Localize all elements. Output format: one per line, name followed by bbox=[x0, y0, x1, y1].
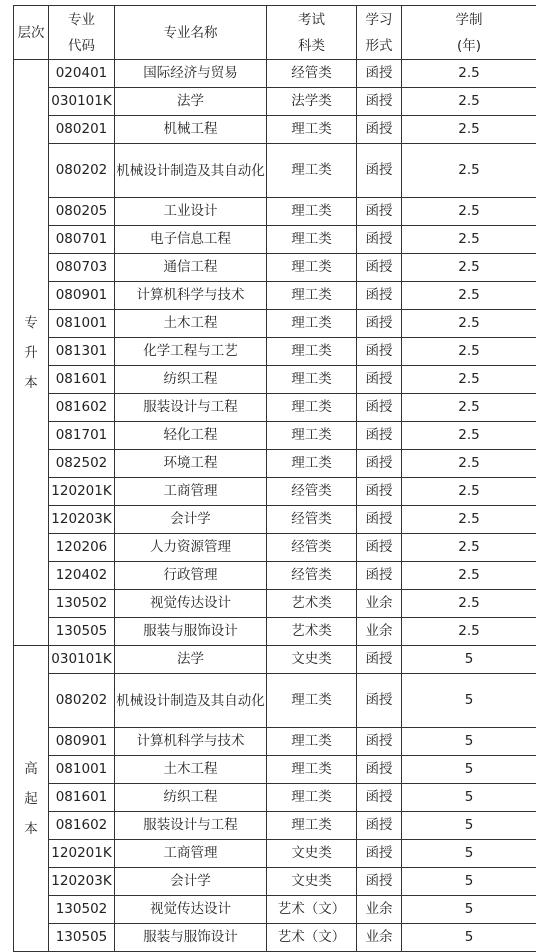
majors-table bbox=[13, 5, 536, 952]
form-cell: 函授 bbox=[357, 282, 402, 310]
form-cell: 函授 bbox=[357, 450, 402, 478]
exam-cell: 理工类 bbox=[267, 144, 357, 198]
name-cell: 工商管理 bbox=[115, 840, 267, 868]
form-cell: 函授 bbox=[357, 840, 402, 868]
name-cell: 行政管理 bbox=[115, 562, 267, 590]
header-exam-line1: 考试 bbox=[267, 7, 356, 33]
name-cell: 环境工程 bbox=[115, 450, 267, 478]
code-cell: 081601 bbox=[49, 366, 115, 394]
form-cell: 函授 bbox=[357, 116, 402, 144]
level-cell bbox=[14, 60, 49, 646]
name-cell: 法学 bbox=[115, 646, 267, 674]
code-cell: 120201K bbox=[49, 478, 115, 506]
name-cell: 服装与服饰设计 bbox=[115, 618, 267, 646]
table-row bbox=[14, 896, 536, 924]
code-cell: 120206 bbox=[49, 534, 115, 562]
years-cell: 5 bbox=[402, 756, 536, 784]
years-cell: 5 bbox=[402, 840, 536, 868]
years-cell: 2.5 bbox=[402, 60, 536, 88]
table-row bbox=[14, 924, 536, 952]
name-cell: 会计学 bbox=[115, 506, 267, 534]
code-cell: 081001 bbox=[49, 310, 115, 338]
years-cell: 2.5 bbox=[402, 116, 536, 144]
years-cell: 2.5 bbox=[402, 478, 536, 506]
table-row bbox=[14, 254, 536, 282]
exam-cell: 理工类 bbox=[267, 756, 357, 784]
exam-cell: 经管类 bbox=[267, 534, 357, 562]
table-row bbox=[14, 422, 536, 450]
table-row bbox=[14, 226, 536, 254]
table-row bbox=[14, 450, 536, 478]
years-cell: 2.5 bbox=[402, 366, 536, 394]
header-years-line1: 学制 bbox=[402, 7, 536, 33]
table-row bbox=[14, 88, 536, 116]
exam-cell: 艺术类 bbox=[267, 618, 357, 646]
exam-cell: 经管类 bbox=[267, 60, 357, 88]
form-cell: 函授 bbox=[357, 88, 402, 116]
exam-cell: 艺术（文） bbox=[267, 896, 357, 924]
table-row bbox=[14, 562, 536, 590]
table-row bbox=[14, 840, 536, 868]
name-cell: 纺织工程 bbox=[115, 784, 267, 812]
table-row bbox=[14, 618, 536, 646]
form-cell: 函授 bbox=[357, 756, 402, 784]
table-row bbox=[14, 338, 536, 366]
header-row bbox=[14, 6, 536, 60]
name-cell: 工业设计 bbox=[115, 198, 267, 226]
name-cell: 土木工程 bbox=[115, 756, 267, 784]
code-cell: 080901 bbox=[49, 728, 115, 756]
header-exam bbox=[267, 6, 357, 60]
name-cell: 电子信息工程 bbox=[115, 226, 267, 254]
name-cell: 服装设计与工程 bbox=[115, 394, 267, 422]
table-row bbox=[14, 506, 536, 534]
table-row bbox=[14, 144, 536, 198]
form-cell: 函授 bbox=[357, 506, 402, 534]
header-code-line2: 代码 bbox=[49, 33, 114, 59]
code-cell: 081602 bbox=[49, 394, 115, 422]
name-cell: 人力资源管理 bbox=[115, 534, 267, 562]
level-char: 本 bbox=[14, 368, 48, 398]
form-cell: 函授 bbox=[357, 422, 402, 450]
table-row bbox=[14, 478, 536, 506]
years-cell: 5 bbox=[402, 868, 536, 896]
form-cell: 业余 bbox=[357, 924, 402, 952]
years-cell: 2.5 bbox=[402, 226, 536, 254]
exam-cell: 艺术类 bbox=[267, 590, 357, 618]
form-cell: 函授 bbox=[357, 310, 402, 338]
table-row bbox=[14, 646, 536, 674]
name-cell: 国际经济与贸易 bbox=[115, 60, 267, 88]
code-cell: 130505 bbox=[49, 618, 115, 646]
name-cell: 计算机科学与技术 bbox=[115, 282, 267, 310]
code-cell: 030101K bbox=[49, 646, 115, 674]
table-row bbox=[14, 310, 536, 338]
table-row bbox=[14, 282, 536, 310]
years-cell: 2.5 bbox=[402, 590, 536, 618]
level-char: 专 bbox=[14, 308, 48, 338]
years-cell: 5 bbox=[402, 728, 536, 756]
table-row bbox=[14, 812, 536, 840]
exam-cell: 文史类 bbox=[267, 868, 357, 896]
years-cell: 5 bbox=[402, 784, 536, 812]
code-cell: 080901 bbox=[49, 282, 115, 310]
years-cell: 2.5 bbox=[402, 282, 536, 310]
code-cell: 081602 bbox=[49, 812, 115, 840]
level-cell bbox=[14, 646, 49, 952]
table-row bbox=[14, 784, 536, 812]
code-cell: 120402 bbox=[49, 562, 115, 590]
table-row bbox=[14, 534, 536, 562]
form-cell: 业余 bbox=[357, 618, 402, 646]
code-cell: 080202 bbox=[49, 144, 115, 198]
years-cell: 2.5 bbox=[402, 144, 536, 198]
header-level: 层次 bbox=[14, 6, 49, 60]
code-cell: 080701 bbox=[49, 226, 115, 254]
table-row bbox=[14, 198, 536, 226]
name-cell: 服装设计与工程 bbox=[115, 812, 267, 840]
form-cell: 函授 bbox=[357, 562, 402, 590]
form-cell: 函授 bbox=[357, 728, 402, 756]
years-cell: 5 bbox=[402, 646, 536, 674]
name-cell: 工商管理 bbox=[115, 478, 267, 506]
code-cell: 120203K bbox=[49, 506, 115, 534]
level-char: 升 bbox=[14, 338, 48, 368]
name-cell: 化学工程与工艺 bbox=[115, 338, 267, 366]
years-cell: 2.5 bbox=[402, 198, 536, 226]
years-cell: 2.5 bbox=[402, 88, 536, 116]
table-row bbox=[14, 868, 536, 896]
exam-cell: 理工类 bbox=[267, 450, 357, 478]
name-cell: 土木工程 bbox=[115, 310, 267, 338]
exam-cell: 理工类 bbox=[267, 282, 357, 310]
form-cell: 函授 bbox=[357, 338, 402, 366]
form-cell: 函授 bbox=[357, 198, 402, 226]
exam-cell: 经管类 bbox=[267, 562, 357, 590]
header-code-line1: 专业 bbox=[49, 7, 114, 33]
exam-cell: 理工类 bbox=[267, 812, 357, 840]
exam-cell: 文史类 bbox=[267, 840, 357, 868]
table-row bbox=[14, 674, 536, 728]
code-cell: 030101K bbox=[49, 88, 115, 116]
years-cell: 2.5 bbox=[402, 394, 536, 422]
code-cell: 120201K bbox=[49, 840, 115, 868]
name-cell: 通信工程 bbox=[115, 254, 267, 282]
name-cell: 视觉传达设计 bbox=[115, 896, 267, 924]
code-cell: 080205 bbox=[49, 198, 115, 226]
exam-cell: 理工类 bbox=[267, 728, 357, 756]
header-exam-line2: 科类 bbox=[267, 33, 356, 59]
header-name: 专业名称 bbox=[115, 6, 267, 60]
name-cell: 法学 bbox=[115, 88, 267, 116]
name-cell: 机械工程 bbox=[115, 116, 267, 144]
form-cell: 函授 bbox=[357, 674, 402, 728]
code-cell: 080703 bbox=[49, 254, 115, 282]
majors-table-body bbox=[14, 60, 536, 952]
name-cell: 纺织工程 bbox=[115, 366, 267, 394]
exam-cell: 理工类 bbox=[267, 226, 357, 254]
code-cell: 130502 bbox=[49, 896, 115, 924]
exam-cell: 理工类 bbox=[267, 254, 357, 282]
table-row bbox=[14, 728, 536, 756]
header-years bbox=[402, 6, 536, 60]
header-form bbox=[357, 6, 402, 60]
form-cell: 函授 bbox=[357, 144, 402, 198]
years-cell: 2.5 bbox=[402, 450, 536, 478]
exam-cell: 理工类 bbox=[267, 422, 357, 450]
code-cell: 081301 bbox=[49, 338, 115, 366]
years-cell: 2.5 bbox=[402, 310, 536, 338]
table-row bbox=[14, 116, 536, 144]
code-cell: 081701 bbox=[49, 422, 115, 450]
years-cell: 5 bbox=[402, 924, 536, 952]
years-cell: 5 bbox=[402, 674, 536, 728]
form-cell: 函授 bbox=[357, 60, 402, 88]
exam-cell: 理工类 bbox=[267, 198, 357, 226]
exam-cell: 经管类 bbox=[267, 506, 357, 534]
form-cell: 函授 bbox=[357, 646, 402, 674]
table-row bbox=[14, 590, 536, 618]
header-code bbox=[49, 6, 115, 60]
code-cell: 130502 bbox=[49, 590, 115, 618]
form-cell: 函授 bbox=[357, 254, 402, 282]
form-cell: 函授 bbox=[357, 784, 402, 812]
code-cell: 130505 bbox=[49, 924, 115, 952]
exam-cell: 理工类 bbox=[267, 366, 357, 394]
name-cell: 机械设计制造及其自动化 bbox=[115, 674, 267, 728]
exam-cell: 法学类 bbox=[267, 88, 357, 116]
years-cell: 2.5 bbox=[402, 506, 536, 534]
years-cell: 2.5 bbox=[402, 422, 536, 450]
years-cell: 2.5 bbox=[402, 618, 536, 646]
code-cell: 120203K bbox=[49, 868, 115, 896]
code-cell: 081001 bbox=[49, 756, 115, 784]
form-cell: 函授 bbox=[357, 366, 402, 394]
table-row bbox=[14, 366, 536, 394]
table-row bbox=[14, 60, 536, 88]
name-cell: 计算机科学与技术 bbox=[115, 728, 267, 756]
form-cell: 函授 bbox=[357, 478, 402, 506]
form-cell: 函授 bbox=[357, 394, 402, 422]
code-cell: 081601 bbox=[49, 784, 115, 812]
form-cell: 函授 bbox=[357, 812, 402, 840]
years-cell: 2.5 bbox=[402, 254, 536, 282]
exam-cell: 理工类 bbox=[267, 116, 357, 144]
exam-cell: 艺术（文） bbox=[267, 924, 357, 952]
exam-cell: 理工类 bbox=[267, 784, 357, 812]
form-cell: 函授 bbox=[357, 534, 402, 562]
level-char: 起 bbox=[14, 784, 48, 814]
header-years-line2: (年) bbox=[402, 33, 536, 59]
header-form-line2: 形式 bbox=[357, 33, 401, 59]
years-cell: 5 bbox=[402, 896, 536, 924]
name-cell: 轻化工程 bbox=[115, 422, 267, 450]
years-cell: 2.5 bbox=[402, 534, 536, 562]
code-cell: 082502 bbox=[49, 450, 115, 478]
form-cell: 业余 bbox=[357, 590, 402, 618]
exam-cell: 文史类 bbox=[267, 646, 357, 674]
exam-cell: 理工类 bbox=[267, 338, 357, 366]
exam-cell: 理工类 bbox=[267, 674, 357, 728]
code-cell: 020401 bbox=[49, 60, 115, 88]
code-cell: 080202 bbox=[49, 674, 115, 728]
form-cell: 函授 bbox=[357, 868, 402, 896]
level-char: 本 bbox=[14, 814, 48, 844]
level-char: 高 bbox=[14, 754, 48, 784]
name-cell: 机械设计制造及其自动化 bbox=[115, 144, 267, 198]
code-cell: 080201 bbox=[49, 116, 115, 144]
years-cell: 2.5 bbox=[402, 562, 536, 590]
form-cell: 函授 bbox=[357, 226, 402, 254]
name-cell: 服装与服饰设计 bbox=[115, 924, 267, 952]
exam-cell: 经管类 bbox=[267, 478, 357, 506]
header-form-line1: 学习 bbox=[357, 7, 401, 33]
name-cell: 会计学 bbox=[115, 868, 267, 896]
name-cell: 视觉传达设计 bbox=[115, 590, 267, 618]
form-cell: 业余 bbox=[357, 896, 402, 924]
exam-cell: 理工类 bbox=[267, 310, 357, 338]
table-row bbox=[14, 394, 536, 422]
table-row bbox=[14, 756, 536, 784]
years-cell: 2.5 bbox=[402, 338, 536, 366]
years-cell: 5 bbox=[402, 812, 536, 840]
exam-cell: 理工类 bbox=[267, 394, 357, 422]
